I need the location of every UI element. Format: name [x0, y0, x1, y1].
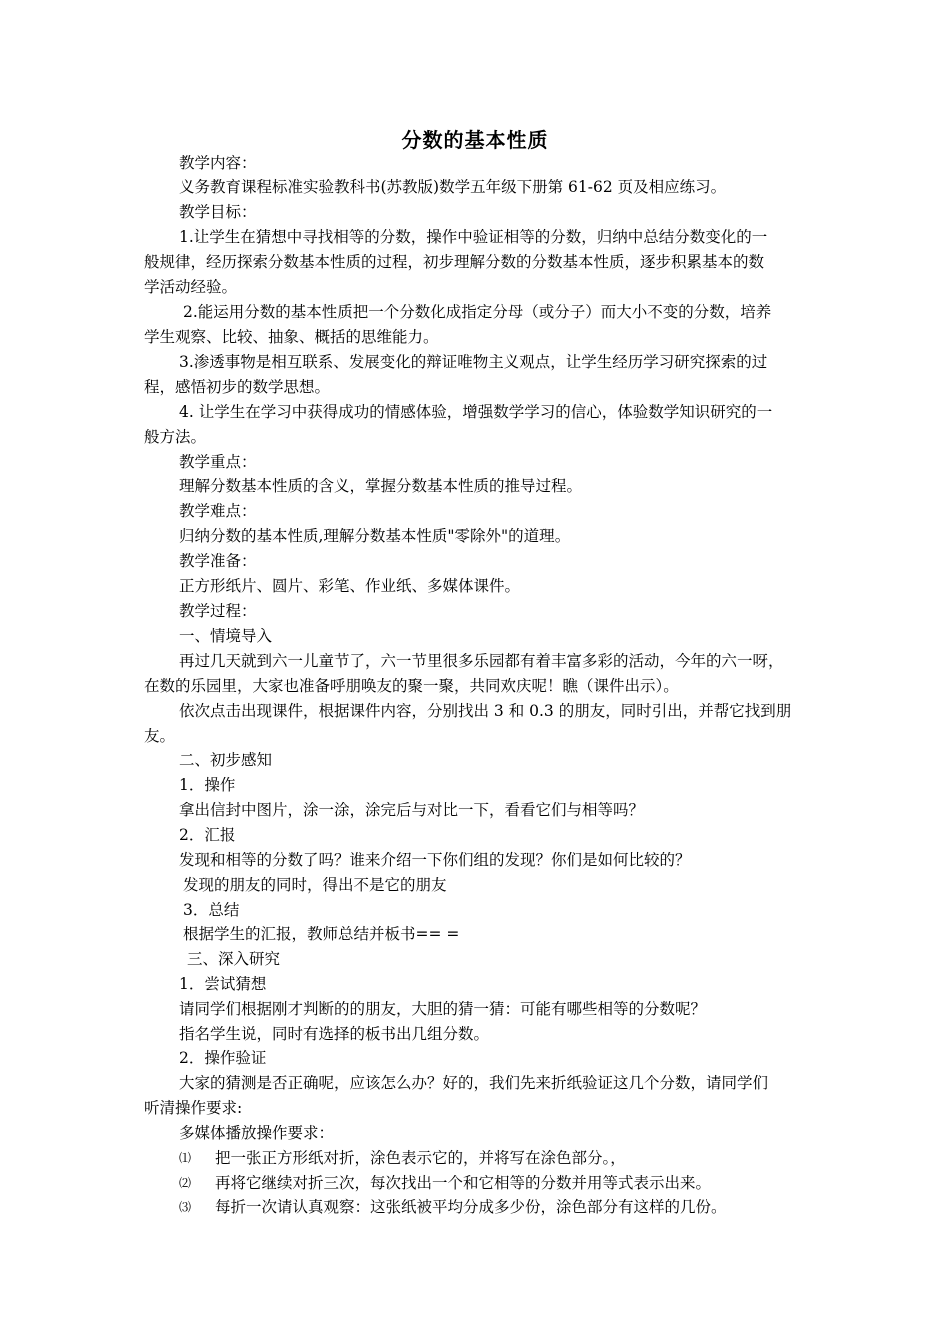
text-line: 发现的朋友的同时，得出不是它的朋友: [183, 876, 447, 894]
text-line: 教学内容：: [179, 154, 257, 172]
text-line: 拿出信封中图片，涂一涂，涂完后与对比一下，看看它们与相等吗？: [179, 801, 645, 819]
list-item: 把一张正方形纸对折，涂色表示它的，并将写在涂色部分。，: [215, 1149, 626, 1167]
text-line: 归纳分数的基本性质,理解分数基本性质"零除外"的道理。: [179, 527, 571, 545]
list-item: 再将它继续对折三次，每次找出一个和它相等的分数并用等式表示出来。: [215, 1174, 712, 1192]
text-line: 教学难点：: [179, 502, 257, 520]
text-line: 学活动经验。: [144, 278, 238, 296]
text-line: 般方法。: [144, 428, 207, 446]
text-line: 教学目标：: [179, 203, 257, 221]
text-line: 1．尝试猜想: [179, 975, 267, 993]
text-line: 发现和相等的分数了吗？谁来介绍一下你们组的发现？你们是如何比较的？: [179, 851, 691, 869]
text-line: 教学过程：: [179, 602, 257, 620]
text-line: 4. 让学生在学习中获得成功的情感体验，增强数学学习的信心，体验数学知识研究的一: [179, 403, 773, 421]
list-marker: ⑵: [179, 1176, 192, 1190]
text-line: 2．汇报: [179, 826, 236, 844]
list-marker: ⑶: [179, 1200, 192, 1214]
text-line: 1.让学生在猜想中寻找相等的分数，操作中验证相等的分数，归纳中总结分数变化的一: [179, 228, 768, 246]
text-line: 3．总结: [183, 901, 240, 919]
text-line: 教学准备：: [179, 552, 257, 570]
list-item: 每折一次请认真观察：这张纸被平均分成多少份，涂色部分有这样的几份。: [215, 1198, 727, 1216]
text-line: 3.渗透事物是相互联系、发展变化的辩证唯物主义观点，让学生经历学习研究探索的过: [179, 353, 768, 371]
text-line: 理解分数基本性质的含义，掌握分数基本性质的推导过程。: [179, 477, 583, 495]
text-line: 指名学生说，同时有选择的板书出几组分数。: [179, 1025, 490, 1043]
text-line: 在数的乐园里，大家也准备呼朋唤友的聚一聚，共同欢庆呢！瞧（课件出示）。: [144, 677, 679, 695]
text-line: 二、初步感知: [179, 751, 273, 769]
text-line: 友。: [144, 727, 176, 745]
text-line: 2．操作验证: [179, 1049, 267, 1067]
text-line: 正方形纸片、圆片、彩笔、作业纸、多媒体课件。: [179, 577, 521, 595]
text-line: 程，感悟初步的数学思想。: [144, 378, 331, 396]
text-line: 再过几天就到六一儿童节了，六一节里很多乐园都有着丰富多彩的活动，今年的六一呀，: [179, 652, 784, 670]
text-line: 请同学们根据刚才判断的的朋友，大胆的猜一猜：可能有哪些相等的分数呢？: [179, 1000, 707, 1018]
text-line: 学生观察、比较、抽象、概括的思维能力。: [144, 328, 439, 346]
text-line: 1．操作: [179, 776, 236, 794]
text-line: 听清操作要求:: [144, 1099, 243, 1117]
text-line: 教学重点：: [179, 453, 257, 471]
text-line: 2.能运用分数的基本性质把一个分数化成指定分母（或分子）而大小不变的分数，培养: [183, 303, 772, 321]
text-line: 根据学生的汇报，教师总结并板书== =: [183, 925, 460, 943]
text-line: 般规律，经历探索分数基本性质的过程，初步理解分数的分数基本性质，逐步积累基本的数: [144, 253, 765, 271]
list-marker: ⑴: [179, 1151, 192, 1165]
text-line: 依次点击出现课件，根据课件内容，分别找出 3 和 0.3 的朋友，同时引出，并帮它找到朋: [179, 702, 792, 720]
document-title: 分数的基本性质: [401, 128, 549, 152]
text-line: 义务教育课程标准实验教科书(苏教版)数学五年级下册第 61-62 页及相应练习。: [179, 178, 727, 196]
text-line: 三、深入研究: [187, 950, 281, 968]
text-line: 大家的猜测是否正确呢，应该怎么办？好的，我们先来折纸验证这几个分数，请同学们: [179, 1074, 769, 1092]
text-line: 一、情境导入: [179, 627, 273, 645]
text-line: 多媒体播放操作要求：: [179, 1124, 335, 1142]
